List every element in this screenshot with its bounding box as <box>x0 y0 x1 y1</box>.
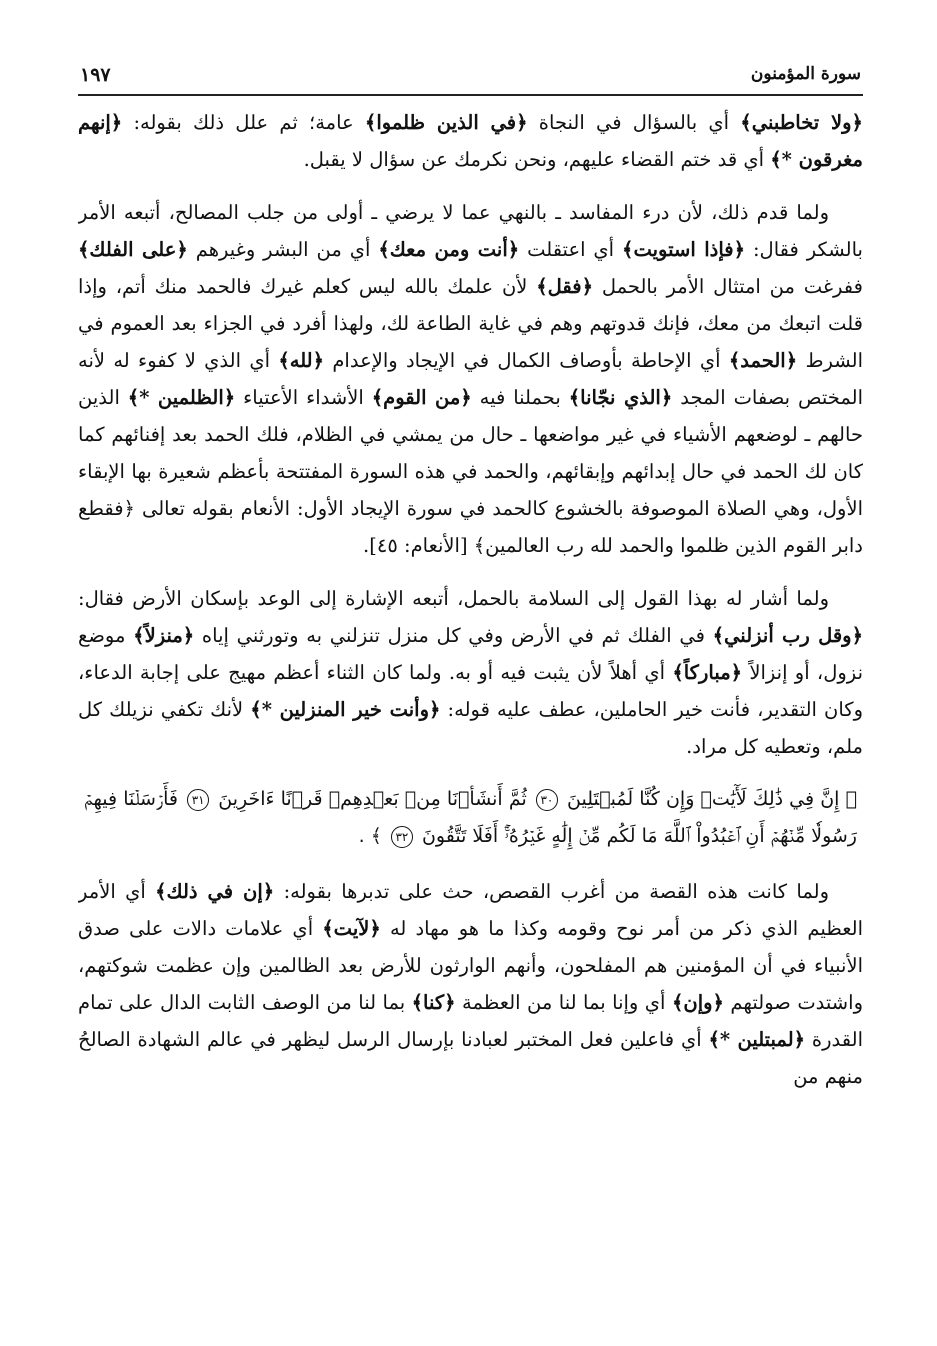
quran-quote: ﴿لمبتلين *﴾ <box>708 1028 806 1051</box>
commentary-segment: موضع نزول، أو إنزالاً <box>78 624 863 684</box>
verse-text: فَأَرۡسَلۡنَا فِيهِمۡ رَسُولٗا مِّنۡهُمۡ أَنِ ٱعۡبُدُواْ ٱللَّهَ مَا لَكُم مِّنۡ إِلَٰهٍ غَيۡرُهُۥٓۚ أَفَلَا تَتَّقُونَ <box>84 788 857 847</box>
verse-text: ﴿ إِنَّ فِي ذَٰلِكَ لَأٓيَٰتٖ وَإِن كُنَّا لَمُبۡتَلِينَ <box>567 788 857 810</box>
book-page <box>78 58 863 1328</box>
commentary-segment: الأشداء الأعتياء <box>235 386 372 409</box>
quran-quote: ﴿وأنت خير المنزلين *﴾ <box>250 698 441 721</box>
commentary-segment: ولما أشار له بهذا القول إلى السلامة بالحمل، أتبعه الإشارة إلى الوعد بإسكان الأرض فقال: <box>78 587 829 610</box>
commentary-segment: عامة؛ ثم علل ذلك بقوله: <box>122 111 365 134</box>
quran-quote: ﴿إن في ذلك﴾ <box>155 880 275 903</box>
quran-quote: ﴿وقل رب أنزلني﴾ <box>712 624 863 647</box>
quran-quote: ﴿لآيت﴾ <box>322 917 381 940</box>
paragraph-4 <box>78 873 863 1095</box>
commentary-segment: في الفلك ثم في الأرض وفي كل منزل تنزلني به وتورثني إياه <box>194 624 713 647</box>
commentary-segment: أي الذي لا كفوء له لأنه المختص بصفات المجد <box>78 349 863 409</box>
commentary-segment: أي قد ختم القضاء عليهم، ونحن نكرمك عن سؤال لا يقبل. <box>303 148 771 171</box>
quran-quote: ﴿الظلمين *﴾ <box>127 386 236 409</box>
verse-text: ثُمَّ أَنشَأۡنَا مِنۢ بَعۡدِهِمۡ قَرۡنًا ءَاخَرِينَ <box>218 788 527 810</box>
surah-title: سورة المؤمنون <box>750 64 861 84</box>
commentary-segment: أي وإنا بما لنا من العظمة <box>455 991 672 1014</box>
quran-quote: ﴿من القوم﴾ <box>371 386 472 409</box>
quran-quote: ﴿فقل﴾ <box>536 275 594 298</box>
verse-closing: ﴾ . <box>358 825 382 847</box>
quran-quote: ﴿منزلاً﴾ <box>133 624 195 647</box>
commentary-text <box>78 104 863 1095</box>
quran-quote: ﴿فإذا استويت﴾ <box>622 238 746 261</box>
quran-quote: ﴿كنا﴾ <box>411 991 456 1014</box>
quran-quote: ﴿الذي نجّانا﴾ <box>568 386 673 409</box>
ayah-number-marker: ٣٢ <box>391 826 413 848</box>
page-number: ١٩٧ <box>80 64 111 86</box>
commentary-segment: أي بالسؤال في النجاة <box>527 111 741 134</box>
quran-quote: ﴿لله﴾ <box>278 349 325 372</box>
paragraph-3 <box>78 580 863 765</box>
commentary-segment: أي أهلاً لأن يثبت فيه أو به. ولما كان الثناء أعظم مهيج على إجابة الدعاء، وكان التقدير، فأنت خير الحاملين، عطف عليه قوله: <box>78 661 863 721</box>
commentary-segment: ولما قدم ذلك، لأن درء المفاسد ـ بالنهي عما لا يرضي ـ أولى من جلب المصالح، أتبعه الأمر بالشكر فقال: <box>78 201 863 261</box>
commentary-segment: أي الأمر العظيم الذي ذكر من أمر نوح وقومه وكذا ما هو مهاد له <box>78 880 863 940</box>
commentary-segment: ولما كانت هذه القصة من أغرب القصص، حث على تدبرها بقوله: <box>274 880 829 903</box>
commentary-segment: أي من البشر وغيرهم <box>187 238 379 261</box>
ayah-number-marker: ٣١ <box>187 789 209 811</box>
commentary-segment: ففرغت من امتثال الأمر بالحمل <box>593 275 863 298</box>
commentary-segment: أي اعتقلت <box>519 238 623 261</box>
quran-quote: ﴿على الفلك﴾ <box>78 238 188 261</box>
quran-quote: ﴿ولا تخاطبني﴾ <box>740 111 863 134</box>
commentary-segment: أي الإحاطة بأوصاف الكمال في الإيجاد والإعدام <box>324 349 729 372</box>
commentary-segment: بما لنا من الوصف الثابت الدال على تمام القدرة <box>78 991 863 1051</box>
commentary-segment: أي فاعلين فعل المختبر لعبادنا بإرسال الرسل ليظهر في عالم الشهادة الصالحُ منهم من <box>78 1028 863 1088</box>
quran-verse-block <box>78 781 863 855</box>
ayah-number-marker: ٣٠ <box>536 789 558 811</box>
commentary-segment: لأن علمك بالله ليس كعلم غيرك فالحمد منك أتم، وإذا قلت اتبعك من معك، فإنك قدوتهم وهم في غاية الطاعة لك، ولهذا أفرد في الجزاء بعد العموم في الشرط <box>78 275 863 372</box>
page-header <box>78 58 863 96</box>
commentary-segment: بحملنا فيه <box>471 386 569 409</box>
paragraph-2 <box>78 194 863 564</box>
quran-quote: ﴿أنت ومن معك﴾ <box>378 238 520 261</box>
quran-quote: ﴿في الذين ظلموا﴾ <box>364 111 528 134</box>
quran-quote: ﴿إنهم مغرقون *﴾ <box>78 111 863 171</box>
paragraph-1 <box>78 104 863 178</box>
quran-quote: ﴿وإن﴾ <box>671 991 724 1014</box>
commentary-segment: أي علامات دالات على صدق الأنبياء في أن المؤمنين هم المفلحون، وأنهم الوارثون للأرض بعد الظالمين وإن عظمت شوكتهم، واشتدت صولتهم <box>78 917 863 1014</box>
quran-quote: ﴿الحمد﴾ <box>728 349 798 372</box>
quran-quote: ﴿مباركاً﴾ <box>672 661 743 684</box>
commentary-segment: لأنك تكفي نزيلك كل ملم، وتعطيه كل مراد. <box>78 698 863 758</box>
commentary-segment: الذين حالهم ـ لوضعهم الأشياء في غير مواضعها ـ حال من يمشي في الظلام، فلك الحمد بعد إفنائهم كما كان لك الحمد في حال إبدائهم وإبقائهم، والحمد في هذه السورة المفتتحة بأعظم شعيرة بها الإبقاء الأول، وهي الصلاة الموصوفة بالخشوع كالحمد في سورة الإيجاد الأول: الأنعام بقوله تعالى ﴿فقطع دابر القوم الذين ظلموا والحمد لله رب العالمين﴾ [الأنعام: ٤٥]. <box>78 386 863 557</box>
